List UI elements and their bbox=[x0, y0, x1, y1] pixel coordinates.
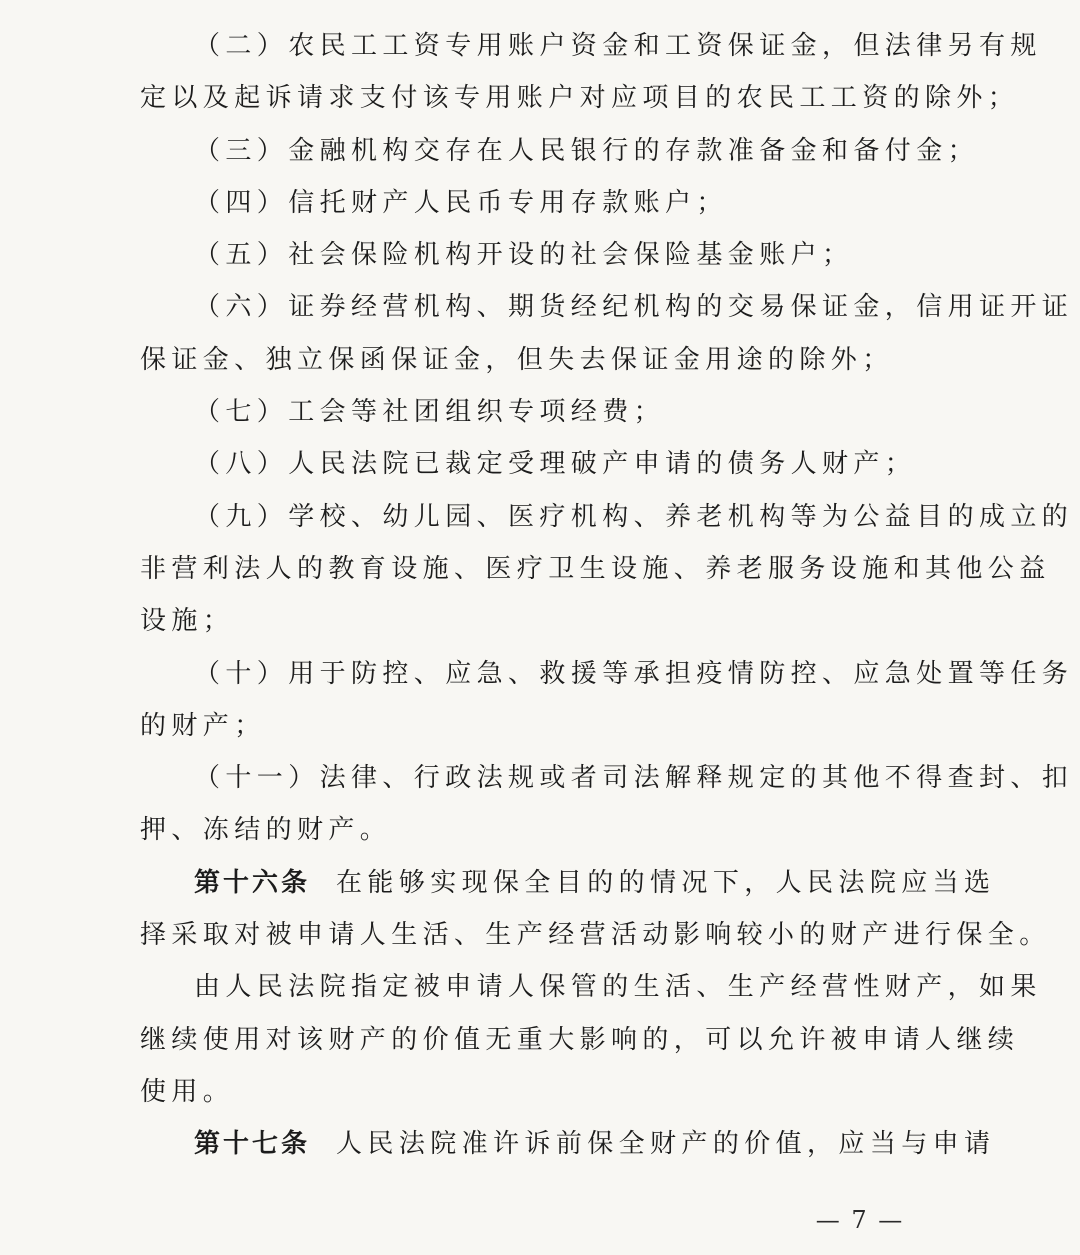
article-17-text-1: 人民法院准许诉前保全财产的价值，应当与申请 bbox=[336, 1129, 996, 1160]
item-5-line-1: （五）社会保险机构开设的社会保险基金账户； bbox=[194, 240, 854, 271]
item-2-line-2: 定以及起诉请求支付该专用账户对应项目的农民工工资的除外； bbox=[140, 83, 1020, 114]
item-8-line-1: （八）人民法院已裁定受理破产申请的债务人财产； bbox=[194, 449, 917, 480]
item-10-line-2: 的财产； bbox=[140, 710, 266, 741]
article-16-text-1: 在能够实现保全目的的情况下，人民法院应当选 bbox=[336, 867, 996, 898]
article-17-heading: 第十七条 bbox=[194, 1129, 311, 1160]
item-11-line-1: （十一）法律、行政法规或者司法解释规定的其他不得查封、扣 bbox=[194, 763, 1074, 794]
item-2-line-1: （二）农民工工资专用账户资金和工资保证金，但法律另有规 bbox=[194, 31, 1042, 61]
article-16-line-1 bbox=[140, 857, 996, 909]
item-4-line-1: （四）信托财产人民币专用存款账户； bbox=[194, 187, 728, 218]
article-16-para2-line-2: 继续使用对该财产的价值无重大影响的，可以允许被申请人继续 bbox=[140, 1024, 1020, 1055]
item-11-line-2: 押、冻结的财产。 bbox=[140, 815, 392, 846]
article-16-para2-line-3: 使用。 bbox=[140, 1076, 235, 1107]
article-16-para2-line-1: 由人民法院指定被申请人保管的生活、生产经营性财产，如果 bbox=[194, 972, 1042, 1003]
item-3-line-1: （三）金融机构交存在人民银行的存款准备金和备付金； bbox=[194, 135, 980, 166]
article-17-line-1 bbox=[140, 1118, 996, 1170]
page-number: — 7 — bbox=[815, 1206, 905, 1234]
article-16-heading: 第十六条 bbox=[194, 867, 311, 898]
item-10-line-1: （十）用于防控、应急、救援等承担疫情防控、应急处置等任务 bbox=[194, 658, 1074, 689]
document-body bbox=[140, 20, 1074, 1171]
item-9-line-1: （九）学校、幼儿园、医疗机构、养老机构等为公益目的成立的 bbox=[194, 501, 1074, 532]
item-6-line-2: 保证金、独立保函保证金，但失去保证金用途的除外； bbox=[140, 344, 894, 375]
article-16-line-2: 择采取对被申请人生活、生产经营活动影响较小的财产进行保全。 bbox=[140, 920, 1051, 951]
item-9-line-3: 设施； bbox=[140, 606, 235, 637]
item-7-line-1: （七）工会等社团组织专项经费； bbox=[194, 397, 666, 428]
item-6-line-1: （六）证券经营机构、期货经纪机构的交易保证金，信用证开证 bbox=[194, 292, 1074, 323]
item-9-line-2: 非营利法人的教育设施、医疗卫生设施、养老服务设施和其他公益 bbox=[140, 553, 1051, 584]
